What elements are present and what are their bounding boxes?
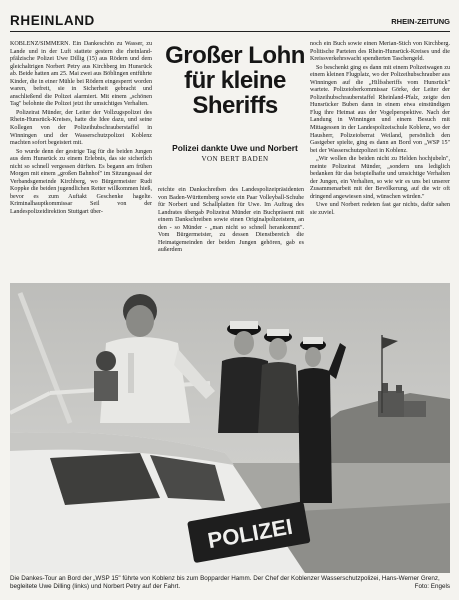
- boat-scene: [10, 283, 450, 573]
- paragraph: reichte ein Dankschreiben des Landespolizeipräsidenten von Baden-Württemberg sowie ein Paar Volleyball-Schuhe für Norbert und Schallplatten für Uwe. Im Auftrag des Landrates übergab Polizeirat Münder ein Buchpräsent mit einem Dankschreiben sowie einen Originalpolizeistern, an den - so Münder - „man nicht so schnell herankommt". Vom Bürgermeister, zu dessen Dienstbereich die Heimatgemeinden der beiden Jungen gehören, gab es außerdem: [158, 187, 304, 254]
- newspaper-name: RHEIN-ZEITUNG: [391, 17, 450, 26]
- photo-caption: [10, 575, 450, 591]
- caption-text: Die Dankes-Tour an Bord der „WSP 15" führte von Koblenz bis zum Bopparder Hamm. Der Chef der Koblenzer Wasserschutzpolizei, Hans-Werner Grenz, begleitete Uwe Dilling (links) und Norbert Petry auf der Fahrt.: [10, 575, 440, 590]
- headline: [160, 43, 310, 118]
- paragraph: „Wir wollen die beiden nicht zu Helden hochjubeln", meinte Polizeirat Münder, „sondern uns lediglich bedanken für das beispielhafte und umsichtige Verhalten der Jungen, ein Verhalten, so wie wir es uns bei unserer Zusammenarbeit mit der Bevölkerung, auf die wir oft dringend angewiesen sind, wünschen würden.": [310, 156, 450, 200]
- page-header: [10, 10, 450, 32]
- paragraph: So wurde denn der gestrige Tag für die beiden Jungen aus dem Hunsrück zu einem Erlebnis, das sie sicherlich nicht so schnell vergessen dürften. Es begann am frühen Morgen mit einem „großen Bahnhof" im Sitzungssaal der Verbandsgemeinde Kirchberg, wo Bürgermeister Rudi Koppke die beiden jugendlichen Retter willkommen hieß, bevor es zum Auftakt Geschenke hagelte. Kriminalhauptkommissar Seil von der Landespolizeidirektion Stuttgart über-: [10, 148, 152, 216]
- paragraph: Polizeirat Münder, der Leiter der Vollzugspolizei des Rhein-Hunsrück-Kreises, hatte die Idee dazu, und seine Kollegen von der Polizeihubschrauberstaffel in Winningen und der Wasserschutzpolizei Koblenz machten sofort begeistert mit.: [10, 109, 152, 147]
- article-column-2: [158, 187, 304, 256]
- news-photo: [10, 283, 450, 573]
- boat-label: POLIZEI: [205, 513, 295, 554]
- byline: VON BERT BADEN: [201, 155, 269, 163]
- person-background: [94, 351, 118, 401]
- headline-line: Sheriffs: [192, 92, 278, 119]
- article-column-1: [10, 41, 152, 218]
- paragraph: noch ein Buch sowie einen Merian-Stich von Kirchberg. Politische Parteien des Rhein-Hunsrück-Kreises und die Kreissverkehrswacht spendierten Taschengeld.: [310, 41, 450, 63]
- paragraph: Uwe und Norbert redeten fast gar nichts, dafür sahen sie zuviel.: [310, 202, 450, 217]
- headline-line: für kleine: [184, 67, 286, 94]
- paragraph: So beschenkt ging es dann mit einem Polizeiwagen zu einem kleinen Flugplatz, wo der Polizeihubschrauber aus Winningen auf die „Hilfssheriffs vom Hunsrück" wartete. Polizeioberkommissar Görke, der Leiter der Polizeihubschrauberstaffel Rheinland-Pfalz, zeigte den Hunsrücker Buben dann in einem etwa einstündigen Flug ihre Heimat aus der Vogelperspektive. Nach der Landung in Winningen und einem Besuch mit Mittagessen in der Landespolizeischule Koblenz, wo der Hausherr, Polizeioberrat Weiland, persönlich den Gastgeber spielte, ging es dann an Bord von „WSP 15" bei der Wasserschutzpolizei in Koblenz.: [310, 64, 450, 154]
- paragraph: KOBLENZ/SIMMERN. Ein Dankeschön zu Wasser, zu Lande und in der Luft stattete gestern die rheinland-pfälzische Polizei Uwe Dillig (15) aus Rödern und dem gleichaltrigen Norbert Petry aus Kirchberg im Hunsrück ab. Beide hatten am 25. Mai zwei aus Böblingen entführte Kinder, die in einer Mühle bei Rödern eingesperrt worden waren, befreit, sie in Sicherheit gebracht und anschließend die Polizei alarmiert. Mit einem „schönen Tag" belohnte die Polizei jetzt ihr umsichtiges Verhalten.: [10, 41, 152, 108]
- section-title: RHEINLAND: [10, 13, 95, 28]
- photo-credit: Foto: Engels: [414, 583, 450, 590]
- article-column-3: [310, 41, 450, 219]
- headline-line: Großer Lohn: [165, 42, 305, 69]
- subheadline: Polizei dankte Uwe und Norbert: [172, 143, 298, 153]
